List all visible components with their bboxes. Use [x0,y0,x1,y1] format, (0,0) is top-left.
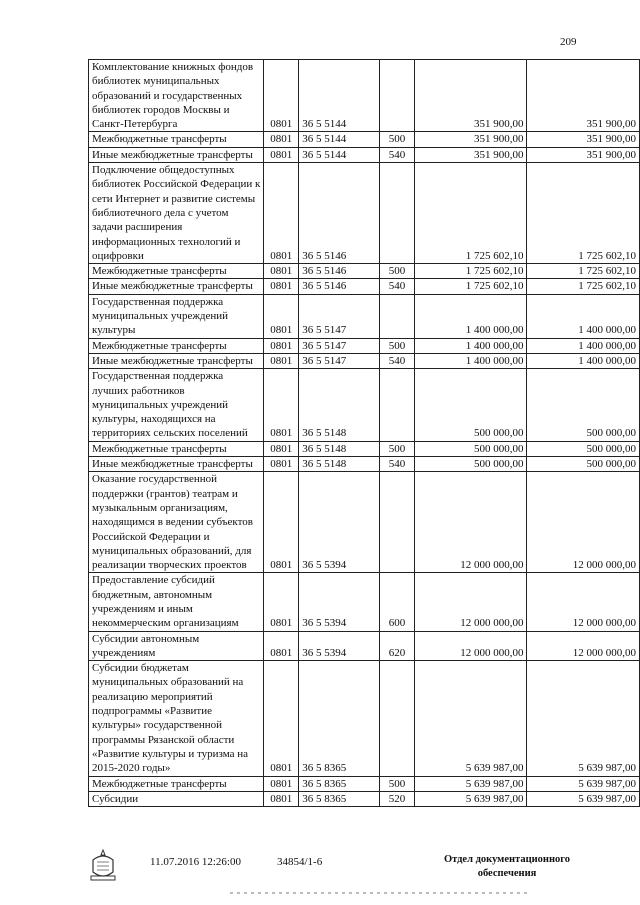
row-code: 36 5 5148 [299,457,380,472]
row-amount-2: 1 725 602,10 [527,264,640,279]
row-section: 0801 [264,294,299,338]
table-row [89,573,640,631]
row-amount-1: 5 639 987,00 [414,776,527,791]
row-section: 0801 [264,353,299,368]
row-section: 0801 [264,791,299,806]
row-amount-1: 1 400 000,00 [414,294,527,338]
row-name: Иные межбюджетные трансферты [89,353,264,368]
row-expense-type: 540 [380,457,415,472]
row-code: 36 5 5144 [299,60,380,132]
row-expense-type [380,369,415,441]
table-row [89,353,640,368]
row-amount-1: 1 400 000,00 [414,353,527,368]
row-amount-2: 500 000,00 [527,457,640,472]
table-row [89,294,640,338]
row-expense-type: 540 [380,353,415,368]
row-expense-type: 520 [380,791,415,806]
table-row [89,338,640,353]
row-name: Межбюджетные трансферты [89,776,264,791]
row-expense-type [380,60,415,132]
row-section: 0801 [264,163,299,264]
row-section: 0801 [264,631,299,661]
row-amount-1: 12 000 000,00 [414,573,527,631]
row-section: 0801 [264,472,299,573]
row-amount-1: 500 000,00 [414,457,527,472]
table-row [89,631,640,661]
budget-table [88,59,640,807]
row-expense-type: 500 [380,264,415,279]
row-section: 0801 [264,573,299,631]
row-code: 36 5 8365 [299,776,380,791]
row-section: 0801 [264,60,299,132]
row-expense-type [380,163,415,264]
page-number: 209 [560,36,577,48]
row-code: 36 5 5148 [299,369,380,441]
row-name: Субсидии бюджетам муниципальных образований на реализацию мероприятий подпрограммы «Развитие культуры» государственной программы Рязанской области «Развитие культуры и туризма на 2015-2020 годы» [89,661,264,776]
row-name: Комплектование книжных фондов библиотек муниципальных образований и государственных библиотек городов Москвы и Санкт-Петербурга [89,60,264,132]
row-amount-1: 1 725 602,10 [414,264,527,279]
row-expense-type [380,472,415,573]
row-amount-2: 1 400 000,00 [527,338,640,353]
coat-of-arms-icon [88,848,118,882]
table-row [89,661,640,776]
row-section: 0801 [264,369,299,441]
row-code: 36 5 5146 [299,264,380,279]
row-code: 36 5 5144 [299,132,380,147]
row-amount-1: 5 639 987,00 [414,661,527,776]
table-row [89,457,640,472]
row-amount-1: 351 900,00 [414,132,527,147]
row-code: 36 5 8365 [299,661,380,776]
row-amount-2: 351 900,00 [527,132,640,147]
row-name: Иные межбюджетные трансферты [89,457,264,472]
row-name: Межбюджетные трансферты [89,338,264,353]
row-section: 0801 [264,279,299,294]
row-amount-1: 1 725 602,10 [414,163,527,264]
table-row [89,147,640,162]
row-section: 0801 [264,264,299,279]
row-name: Иные межбюджетные трансферты [89,147,264,162]
row-section: 0801 [264,776,299,791]
row-expense-type: 500 [380,776,415,791]
row-amount-2: 500 000,00 [527,441,640,456]
row-amount-2: 12 000 000,00 [527,472,640,573]
footer-doc-number: 34854/1-6 [277,856,323,868]
table-row [89,472,640,573]
row-name: Оказание государственной поддержки (грантов) театрам и музыкальным организациям, находящимся в ведении субъектов Российской Федерации и муниципальных образований, для реализации творческих проектов [89,472,264,573]
row-name: Предоставление субсидий бюджетным, автономным учреждениям и иным некоммерческим организациям [89,573,264,631]
row-name: Межбюджетные трансферты [89,441,264,456]
footer-timestamp: 11.07.2016 12:26:00 [150,856,241,868]
row-code: 36 5 5147 [299,338,380,353]
row-amount-1: 500 000,00 [414,369,527,441]
table-row [89,776,640,791]
row-name: Государственная поддержка муниципальных учреждений культуры [89,294,264,338]
row-section: 0801 [264,132,299,147]
row-name: Государственная поддержка лучших работников муниципальных учреждений культуры, находящихся на территориях сельских поселений [89,369,264,441]
row-expense-type: 500 [380,338,415,353]
row-expense-type: 620 [380,631,415,661]
row-section: 0801 [264,661,299,776]
row-expense-type: 500 [380,132,415,147]
table-row [89,791,640,806]
row-code: 36 5 5394 [299,472,380,573]
row-amount-2: 5 639 987,00 [527,776,640,791]
table-row [89,279,640,294]
row-name: Субсидии [89,791,264,806]
row-name: Межбюджетные трансферты [89,132,264,147]
row-section: 0801 [264,147,299,162]
table-row [89,132,640,147]
row-name: Межбюджетные трансферты [89,264,264,279]
row-amount-2: 500 000,00 [527,369,640,441]
row-amount-2: 12 000 000,00 [527,573,640,631]
row-expense-type [380,294,415,338]
row-code: 36 5 8365 [299,791,380,806]
row-code: 36 5 5146 [299,163,380,264]
table-row [89,264,640,279]
row-code: 36 5 5147 [299,353,380,368]
row-amount-1: 351 900,00 [414,60,527,132]
row-amount-1: 12 000 000,00 [414,631,527,661]
row-amount-2: 1 725 602,10 [527,279,640,294]
row-code: 36 5 5394 [299,631,380,661]
table-row [89,441,640,456]
row-amount-1: 500 000,00 [414,441,527,456]
row-expense-type: 540 [380,147,415,162]
table-row [89,60,640,132]
row-section: 0801 [264,441,299,456]
row-name: Иные межбюджетные трансферты [89,279,264,294]
row-section: 0801 [264,457,299,472]
row-amount-2: 1 400 000,00 [527,353,640,368]
row-code: 36 5 5146 [299,279,380,294]
row-name: Подключение общедоступных библиотек Российской Федерации к сети Интернет и развитие системы библиотечного дела с учетом задачи расширения информационных технологий и оцифровки [89,163,264,264]
row-amount-2: 351 900,00 [527,60,640,132]
table-row [89,163,640,264]
row-amount-2: 1 725 602,10 [527,163,640,264]
row-expense-type: 540 [380,279,415,294]
row-code: 36 5 5144 [299,147,380,162]
row-code: 36 5 5148 [299,441,380,456]
row-amount-1: 5 639 987,00 [414,791,527,806]
row-expense-type [380,661,415,776]
row-name: Субсидии автономным учреждениям [89,631,264,661]
footer-department: Отдел документационного обеспечения [443,854,571,879]
row-amount-1: 1 725 602,10 [414,279,527,294]
row-amount-1: 12 000 000,00 [414,472,527,573]
row-expense-type: 500 [380,441,415,456]
row-amount-2: 351 900,00 [527,147,640,162]
row-amount-1: 1 400 000,00 [414,338,527,353]
row-amount-2: 12 000 000,00 [527,631,640,661]
row-code: 36 5 5394 [299,573,380,631]
row-expense-type: 600 [380,573,415,631]
table-row [89,369,640,441]
row-section: 0801 [264,338,299,353]
scan-artifact-line [230,892,530,894]
row-amount-2: 5 639 987,00 [527,661,640,776]
row-code: 36 5 5147 [299,294,380,338]
row-amount-2: 1 400 000,00 [527,294,640,338]
row-amount-2: 5 639 987,00 [527,791,640,806]
row-amount-1: 351 900,00 [414,147,527,162]
